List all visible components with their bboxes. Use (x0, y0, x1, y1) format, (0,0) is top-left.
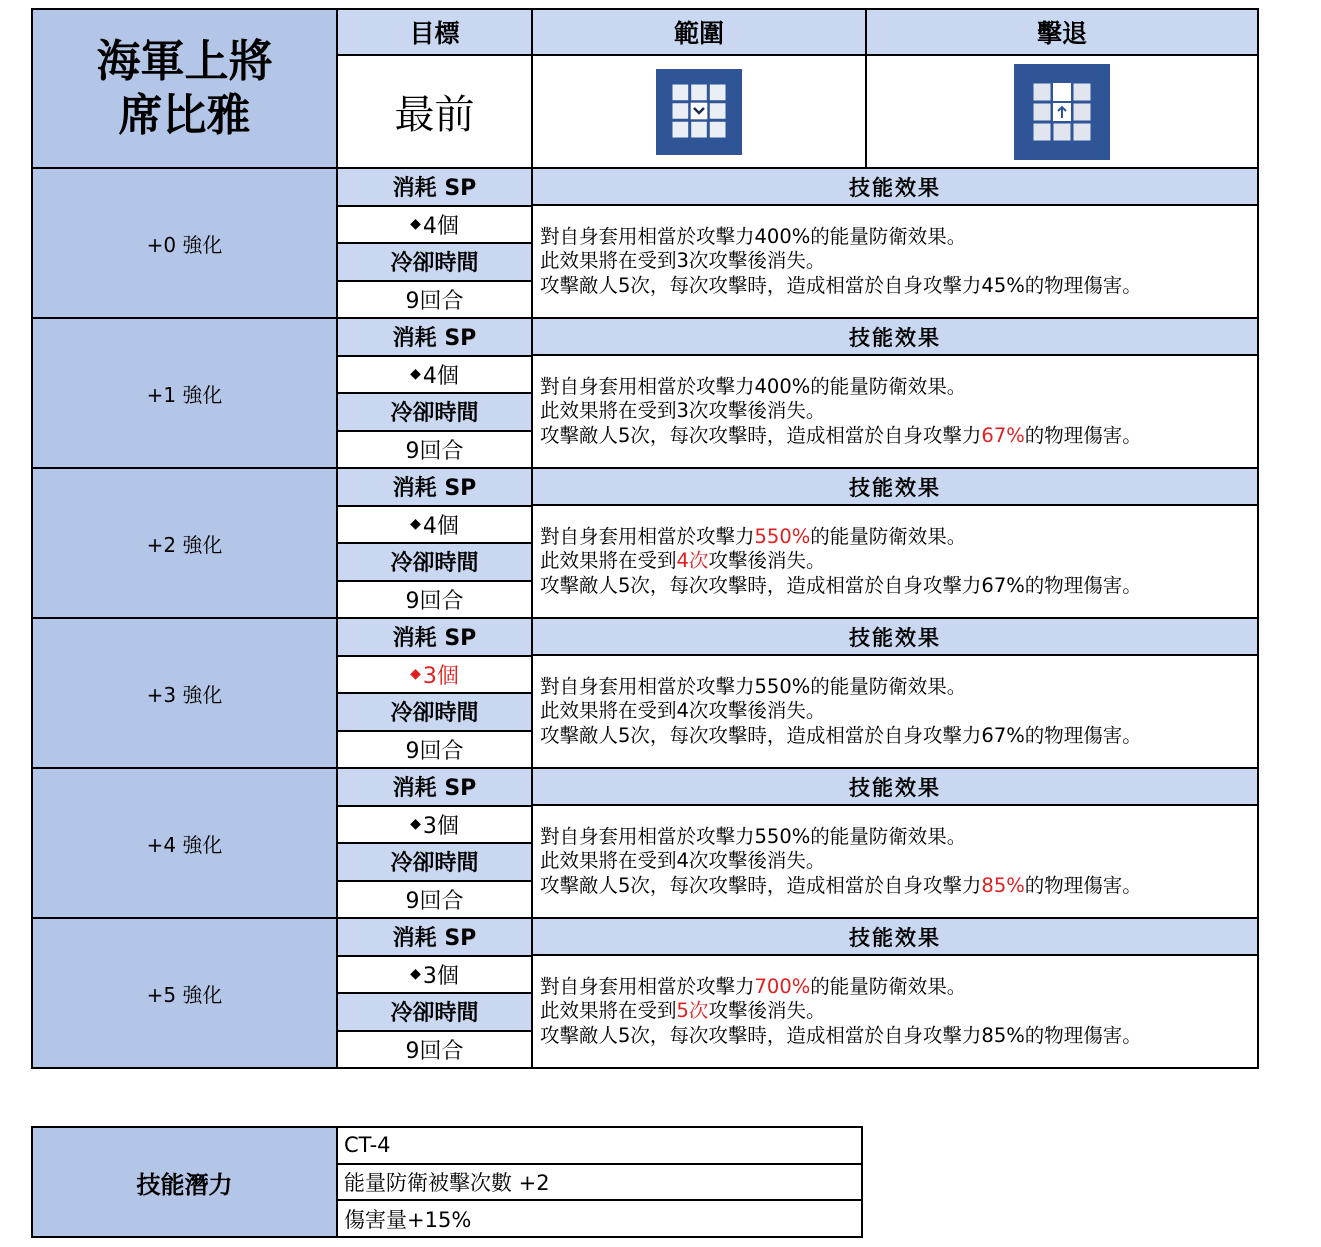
level-cost-column (338, 169, 533, 317)
target-value-cell (338, 56, 531, 167)
effect-line (540, 274, 1257, 299)
level-name: +4 強化 (33, 769, 338, 917)
effect-segment: 攻擊敵人5次，每次攻擊時，造成相當於自身攻擊力85%的物理傷害。 (540, 1023, 1142, 1047)
effect-column (533, 319, 1257, 467)
effect-segment: 攻擊敵人5次，每次攻擊時，造成相當於自身攻擊力 (540, 423, 982, 447)
diamond-icon: ◆ (410, 816, 421, 833)
cooldown-label: 冷卻時間 (338, 994, 531, 1032)
effect-segment: 此效果將在受到4次攻擊後消失。 (540, 849, 826, 873)
level-row (33, 319, 1257, 469)
cooldown-value: 9回合 (405, 288, 464, 314)
effect-line (540, 549, 1257, 574)
effect-line (540, 249, 1257, 274)
effect-highlight: 700% (754, 974, 811, 998)
effect-segment: 對自身套用相當於攻擊力550%的能量防衛效果。 (540, 674, 967, 698)
level-cost-column (338, 319, 533, 467)
effect-segment: 攻擊敵人5次，每次攻擊時，造成相當於自身攻擊力67%的物理傷害。 (540, 723, 1142, 747)
effect-line (540, 375, 1257, 400)
effect-highlight: 550% (754, 524, 811, 548)
sp-cost-value (338, 807, 531, 845)
sp-cost-label: 消耗 SP (338, 169, 531, 207)
effect-segment: 攻擊敵人5次，每次攻擊時，造成相當於自身攻擊力45%的物理傷害。 (540, 273, 1142, 297)
level-row (33, 619, 1257, 769)
potential-item: 傷害量+15% (344, 1207, 472, 1232)
effect-line (540, 874, 1257, 899)
cooldown-label: 冷卻時間 (338, 244, 531, 282)
effect-header: 技能效果 (533, 319, 1257, 356)
potential-label: 技能潛力 (33, 1128, 338, 1236)
effect-highlight: 4次 (676, 549, 709, 573)
level-name: +3 強化 (33, 619, 338, 767)
effect-segment: 此效果將在受到3次攻擊後消失。 (540, 399, 826, 423)
knockback-header: 擊退 (867, 10, 1257, 56)
cooldown-label: 冷卻時間 (338, 844, 531, 882)
cooldown-label: 冷卻時間 (338, 544, 531, 582)
potential-item: 能量防衛被擊次數 +2 (338, 1165, 861, 1202)
effect-segment: 攻擊敵人5次，每次攻擊時，造成相當於自身攻擊力 (540, 873, 982, 897)
effect-line (540, 699, 1257, 724)
effect-text (533, 806, 1257, 917)
cooldown-label: 冷卻時間 (338, 394, 531, 432)
diamond-icon: ◆ (410, 216, 421, 233)
diamond-icon: ◆ (410, 966, 421, 983)
effect-text (533, 506, 1257, 617)
range-column (533, 10, 867, 167)
sp-cost-label: 消耗 SP (338, 619, 531, 657)
effect-segment: 的能量防衛效果。 (810, 524, 967, 548)
range-header: 範圍 (533, 10, 865, 56)
sp-cost-label: 消耗 SP (338, 769, 531, 807)
level-row (33, 919, 1257, 1067)
sp-cost-amount: 3個 (422, 663, 459, 689)
cooldown-value: 9回合 (405, 438, 464, 464)
level-cost-column (338, 469, 533, 617)
effect-column (533, 919, 1257, 1067)
sp-cost-value (338, 657, 531, 695)
level-name: +0 強化 (33, 169, 338, 317)
effect-highlight: 5次 (676, 999, 709, 1023)
character-name-line1: 海軍上將 (96, 35, 273, 87)
effect-header: 技能效果 (533, 619, 1257, 656)
skill-potential-table (31, 1126, 863, 1238)
effect-highlight: 85% (981, 873, 1025, 897)
cooldown-value: 9回合 (405, 888, 464, 914)
level-row (33, 169, 1257, 319)
sp-cost-value (338, 957, 531, 995)
level-cost-column (338, 919, 533, 1067)
sp-cost-label: 消耗 SP (338, 319, 531, 357)
level-name: +5 強化 (33, 919, 338, 1067)
sp-cost-amount: 4個 (422, 513, 459, 539)
potential-item: CT-4 (338, 1128, 861, 1165)
effect-segment: 對自身套用相當於攻擊力550%的能量防衛效果。 (540, 824, 967, 848)
effect-highlight: 67% (981, 423, 1025, 447)
knockback-column (867, 10, 1257, 167)
sp-cost-label: 消耗 SP (338, 919, 531, 957)
sp-cost-label: 消耗 SP (338, 469, 531, 507)
effect-header: 技能效果 (533, 169, 1257, 206)
sp-cost-amount: 4個 (422, 363, 459, 389)
level-row (33, 769, 1257, 919)
cooldown-value: 9回合 (405, 588, 464, 614)
effect-header: 技能效果 (533, 469, 1257, 506)
target-column (338, 10, 533, 167)
level-rows (33, 169, 1257, 1067)
effect-header: 技能效果 (533, 769, 1257, 806)
effect-line (540, 525, 1257, 550)
effect-segment: 的能量防衛效果。 (810, 974, 967, 998)
effect-line (540, 225, 1257, 250)
effect-column (533, 769, 1257, 917)
effect-column (533, 469, 1257, 617)
effect-line (540, 574, 1257, 599)
effect-line (540, 399, 1257, 424)
effect-segment: 攻擊敵人5次，每次攻擊時，造成相當於自身攻擊力67%的物理傷害。 (540, 573, 1142, 597)
skill-header-row (33, 10, 1257, 169)
effect-text (533, 956, 1257, 1067)
effect-segment: 攻擊後消失。 (708, 999, 826, 1023)
potential-list (338, 1128, 861, 1236)
character-name-line2: 席比雅 (118, 89, 251, 141)
effect-segment: 此效果將在受到3次攻擊後消失。 (540, 249, 826, 273)
knockback-grid-icon (1014, 64, 1110, 160)
range-icon-cell (533, 56, 865, 167)
effect-segment: 攻擊後消失。 (708, 549, 826, 573)
effect-line (540, 424, 1257, 449)
effect-line (540, 999, 1257, 1024)
effect-segment: 的物理傷害。 (1024, 873, 1142, 897)
effect-line (540, 975, 1257, 1000)
effect-segment: 對自身套用相當於攻擊力 (540, 974, 755, 998)
diamond-icon: ◆ (410, 366, 421, 383)
sp-cost-amount: 4個 (422, 213, 459, 239)
effect-segment: 對自身套用相當於攻擊力400%的能量防衛效果。 (540, 224, 967, 248)
level-cost-column (338, 619, 533, 767)
knockback-icon-cell (867, 56, 1257, 167)
sp-cost-value (338, 507, 531, 545)
cooldown-value: 9回合 (405, 1038, 464, 1064)
effect-line (540, 849, 1257, 874)
sp-cost-value (338, 357, 531, 395)
effect-column (533, 169, 1257, 317)
sp-cost-amount: 3個 (422, 963, 459, 989)
skill-table (31, 8, 1259, 1069)
target-header: 目標 (338, 10, 531, 56)
effect-line (540, 724, 1257, 749)
character-name (33, 10, 338, 167)
sp-cost-value (338, 207, 531, 245)
cooldown-value: 9回合 (405, 738, 464, 764)
effect-text (533, 356, 1257, 467)
effect-segment: 對自身套用相當於攻擊力400%的能量防衛效果。 (540, 374, 967, 398)
diamond-icon: ◆ (410, 666, 421, 683)
effect-column (533, 619, 1257, 767)
range-grid-icon (656, 69, 742, 155)
effect-segment: 此效果將在受到 (540, 999, 677, 1023)
target-value: 最前 (394, 92, 475, 138)
sp-cost-amount: 3個 (422, 813, 459, 839)
effect-header: 技能效果 (533, 919, 1257, 956)
diamond-icon: ◆ (410, 516, 421, 533)
level-cost-column (338, 769, 533, 917)
effect-segment: 的物理傷害。 (1024, 423, 1142, 447)
level-row (33, 469, 1257, 619)
level-name: +1 強化 (33, 319, 338, 467)
effect-line (540, 675, 1257, 700)
cooldown-label: 冷卻時間 (338, 694, 531, 732)
effect-text (533, 656, 1257, 767)
effect-segment: 此效果將在受到4次攻擊後消失。 (540, 699, 826, 723)
effect-line (540, 825, 1257, 850)
effect-segment: 此效果將在受到 (540, 549, 677, 573)
level-name: +2 強化 (33, 469, 338, 617)
effect-text (533, 206, 1257, 317)
effect-line (540, 1024, 1257, 1049)
effect-segment: 對自身套用相當於攻擊力 (540, 524, 755, 548)
